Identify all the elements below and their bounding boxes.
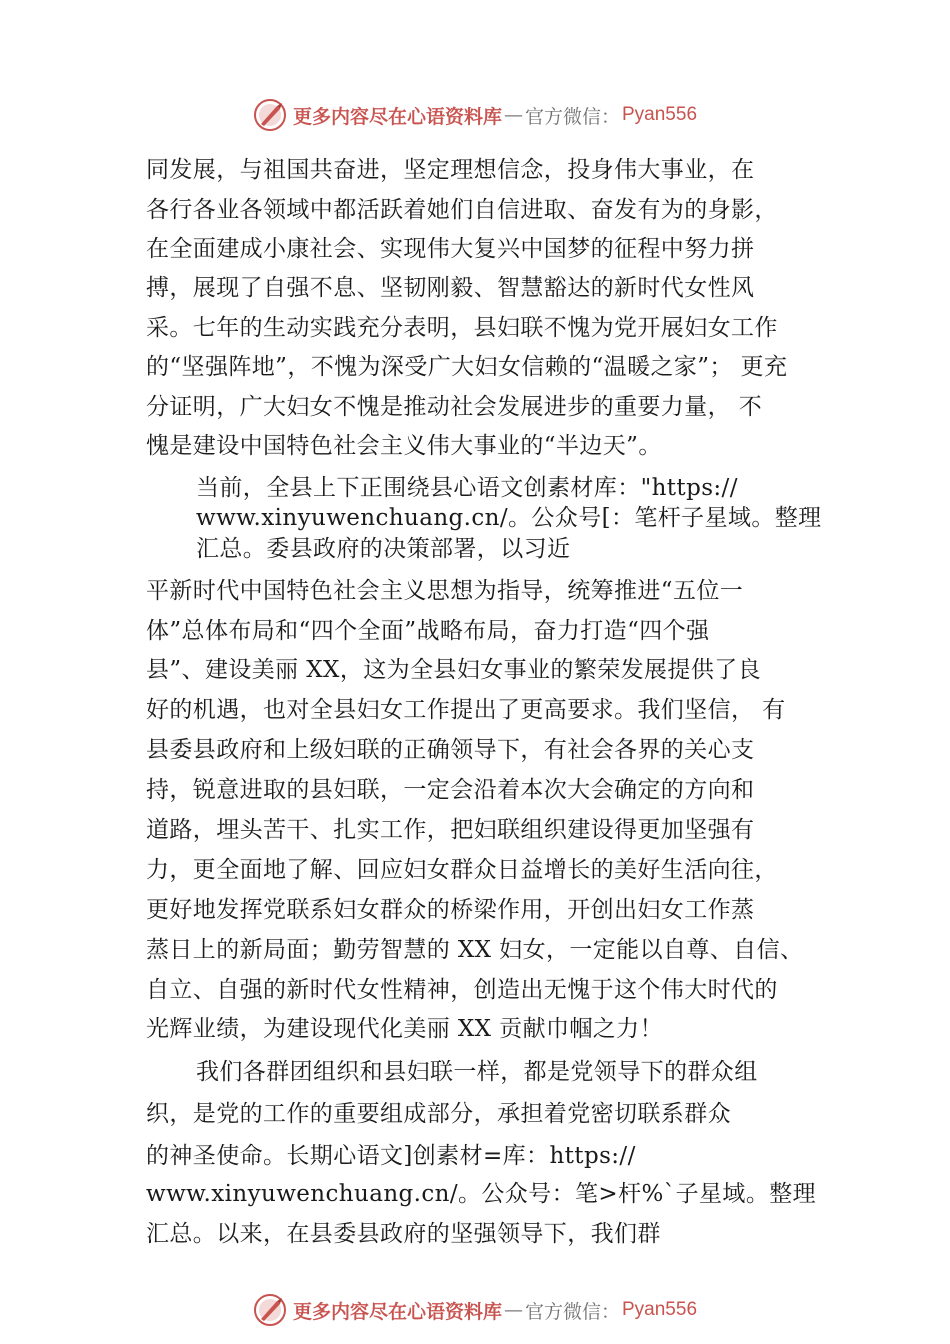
footer-banner [0,1290,950,1330]
quill-logo-icon [253,1293,287,1327]
header-wechat-id: Pyan556 [622,104,698,125]
body-line: 搏，展现了自强不息、坚韧刚毅、智慧豁达的新时代女性风 [146,275,755,301]
footer-wechat-id: Pyan556 [622,1299,698,1320]
body-line: 力，更全面地了解、回应妇女群众日益增长的美好生活向往， [146,857,778,883]
header-dash: — [503,104,523,126]
body-line: 织，是党的工作的重要组成部分，承担着党密切联系群众 [146,1101,731,1127]
body-line: 汇总。以来，在县委县政府的坚强领导下，我们群 [146,1221,661,1247]
body-line: 体”总体布局和“四个全面”战略布局，奋力打造“四个强 [146,618,710,644]
body-line: 好的机遇，也对全县妇女工作提出了更高要求。我们坚信， 有 [146,697,786,723]
body-line: 县”、建设美丽 XX，这为全县妇女事业的繁荣发展提供了良 [146,657,762,683]
body-line: 自立、自强的新时代女性精神，创造出无愧于这个伟大时代的 [146,977,778,1003]
quill-logo-icon [253,98,287,132]
body-line: 各行各业各领域中都活跃着她们自信进取、奋发有为的身影， [146,197,778,223]
body-line: www.xinyuwenchuang.cn/。公众号[：笔杆子星域。整理 [196,505,822,531]
body-line: 更好地发挥党联系妇女群众的桥梁作用，开创出妇女工作蒸 [146,897,755,923]
header-wechat-label: 官方微信： [524,105,620,128]
body-line: 我们各群团组织和县妇联一样，都是党领导下的群众组 [196,1059,758,1085]
body-line: 愧是建设中国特色社会主义伟大事业的“半边天”。 [146,433,662,459]
body-line: 汇总。委县政府的决策部署，以习近 [196,536,571,562]
body-line: 当前，全县上下正围绕县心语文创素材库："https:// [196,475,738,501]
footer-brand-text: 更多内容尽在心语资料库 [292,1300,502,1323]
footer-dash: — [503,1299,523,1321]
body-line: 在全面建成小康社会、实现伟大复兴中国梦的征程中努力拼 [146,236,755,262]
body-line: 县委县政府和上级妇联的正确领导下，有社会各界的关心支 [146,737,755,763]
header-brand-text: 更多内容尽在心语资料库 [292,105,502,128]
body-line: 的神圣使命。长期心语文]创素材=库：https:// [146,1143,636,1169]
body-line: 的“坚强阵地”，不愧为深受广大妇女信赖的“温暖之家”； 更充 [146,354,788,380]
body-line: 光辉业绩，为建设现代化美丽 XX 贡献巾帼之力！ [146,1016,663,1042]
body-line: 分证明，广大妇女不愧是推动社会发展进步的重要力量， 不 [146,394,763,420]
footer-wechat-label: 官方微信： [524,1300,620,1323]
body-line: 道路，埋头苦干、扎实工作，把妇联组织建设得更加坚强有 [146,817,755,843]
body-line: www.xinyuwenchuang.cn/。公众号：笔>杆%`子星域。整理 [146,1181,817,1207]
header-banner [0,95,950,135]
body-line: 平新时代中国特色社会主义思想为指导，统筹推进“五位一 [146,578,744,604]
body-line: 蒸日上的新局面；勤劳智慧的 XX 妇女，一定能以自尊、自信、 [146,937,804,963]
body-line: 持，锐意进取的县妇联，一定会沿着本次大会确定的方向和 [146,777,755,803]
body-line: 采。七年的生动实践充分表明，县妇联不愧为党开展妇女工作 [146,315,778,341]
body-line: 同发展，与祖国共奋进，坚定理想信念，投身伟大事业，在 [146,157,755,183]
